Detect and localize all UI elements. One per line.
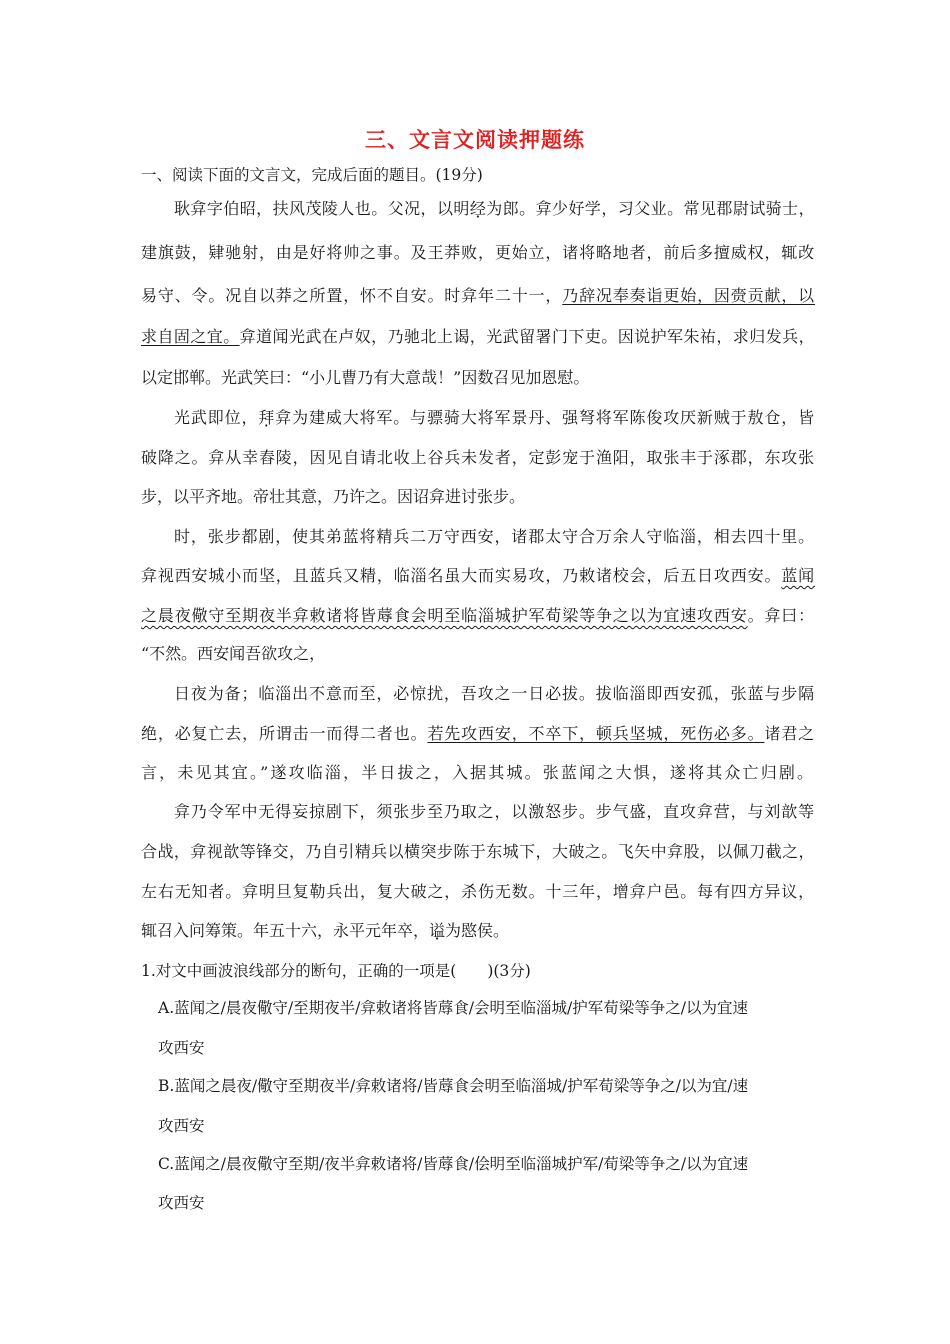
underlined-sentence: 乃辞况奉奏诣更始，因赍贡献，以 <box>562 286 816 305</box>
passage-line <box>141 563 815 586</box>
passage-line: “不然。西安闻吾欲攻之， <box>141 644 326 663</box>
option-b-line1: B.蓝闻之晨夜/儆守至期夜半/弇敕诸将/皆蓐食会明至临淄城/护军荀梁等争之/以为宜/速 <box>158 1077 749 1095</box>
passage-text: 光武即位， <box>174 408 259 427</box>
passage-text: 诸君之 <box>764 724 816 743</box>
passage-line <box>141 603 815 626</box>
section-instruction: 一、阅读下面的文言文，完成后面的题目。(19分) <box>141 166 483 184</box>
underlined-sentence: 若先攻西安，不卒下，顿兵坚城，死伤必多。 <box>427 724 765 743</box>
passage-line: 合战，弇视歆等锋交，乃自引精兵以横突步陈于东城下，大破之。飞矢中弇股，以佩刀截之， <box>141 842 816 861</box>
emphasis-dot-char: 谥 <box>429 921 446 940</box>
passage-text: 弇视西安城小而坚，且蓝兵又精，临淄名虽大而实易攻，乃敕诸校会，后五日攻西安。 <box>141 566 782 585</box>
emphasis-dot-char: 拜 <box>258 408 276 427</box>
passage-line <box>174 405 815 428</box>
passage-line: 弇乃令军中无得妄掠剧下，须张步至乃取之，以激怒步。步气盛，直攻弇营，与刘歆等 <box>174 802 816 821</box>
option-c-line2: 攻西安 <box>158 1194 205 1212</box>
option-c-line1: C.蓝闻之/晨夜儆守至期/夜半弇敕诸将/皆蓐食/侩明至临淄城护军/荀梁等争之/以为宜速 <box>158 1155 749 1173</box>
passage-line <box>141 918 509 941</box>
wavy-underlined-text: 之晨夜儆守至期夜半弇敕诸将皆蓐食会明至临淄城护军荀梁等争之以为宜速攻西安 <box>141 606 748 625</box>
option-b-line2: 攻西安 <box>158 1117 205 1135</box>
passage-line <box>174 196 815 219</box>
question-stem: 1.对文中画波浪线部分的断句，正确的一项是( )(3分) <box>141 962 531 980</box>
passage-text: 辄召入问筹策。年五十六，永平元年卒， <box>141 921 430 940</box>
passage-text: 绝，必复亡去，所谓击一而得二者也。 <box>141 724 428 743</box>
passage-text: 。弇曰： <box>747 606 816 625</box>
passage-line: 步，以平齐地。帝壮其意，乃许之。因诏弇进讨张步。 <box>141 487 526 506</box>
emphasis-dot-char: 经 <box>469 199 487 218</box>
passage-line: 以定邯郸。光武笑曰：“小儿曹乃有大意哉！”因数召见加恩慰。 <box>141 368 590 387</box>
page-title: 三、文言文阅读押题练 <box>365 128 585 152</box>
passage-text: 易守、令。况自以莽之所置，怀不自安。时弇年二十一， <box>141 286 563 305</box>
passage-text: 弇道闻光武在卢奴，乃驰北上谒，光武留署门下吏。因说护军朱祐，求归发兵， <box>239 327 816 346</box>
passage-text: 为愍侯。 <box>445 921 510 940</box>
underlined-sentence: 求自固之宜。 <box>141 327 240 346</box>
passage-text: 为郎。弇少好学，习父业。常见郡尉试骑士， <box>486 199 816 218</box>
passage-line <box>141 324 815 347</box>
passage-text: 弇为建威大将军。与骠骑大将军景丹、强弩将军陈俊攻厌新贼于敖仓，皆 <box>275 408 816 427</box>
passage-line: 日夜为备；临淄出不意而至，必惊扰，吾攻之一日必拔。拔临淄即西安孤，张蓝与步隔 <box>174 684 816 703</box>
passage-line <box>141 283 815 306</box>
passage-line <box>141 721 815 744</box>
option-a-line2: 攻西安 <box>158 1039 205 1057</box>
passage-line: 左右无知者。弇明旦复勒兵出，复大破之，杀伤无数。十三年，增弇户邑。每有四方异议， <box>141 882 816 901</box>
passage-line: 建旗鼓，肄驰射，由是好将帅之事。及王莽败，更始立，诸将略地者，前后多擅威权，辄改 <box>141 243 816 262</box>
passage-text: 耿弇字伯昭，扶风茂陵人也。父况，以明 <box>174 199 470 218</box>
passage-line: 时，张步都剧，使其弟蓝将精兵二万守西安，诸郡太守合万余人守临淄，相去四十里。 <box>174 527 816 546</box>
passage-line: 言，未见其宜。”遂攻临淄，半日拔之，入据其城。张蓝闻之大惧，遂将其众亡归剧。 <box>141 763 816 782</box>
passage-line: 破降之。弇从幸舂陵，因见自请北收上谷兵未发者，定彭宠于渔阳，取张丰于涿郡，东攻张 <box>141 448 816 467</box>
wavy-underlined-text: 蓝闻 <box>781 566 816 585</box>
option-a-line1: A.蓝闻之/晨夜儆守/至期夜半/弇敕诸将皆蓐食/会明至临淄城/护军荀梁等争之/以为宜速 <box>158 999 748 1017</box>
